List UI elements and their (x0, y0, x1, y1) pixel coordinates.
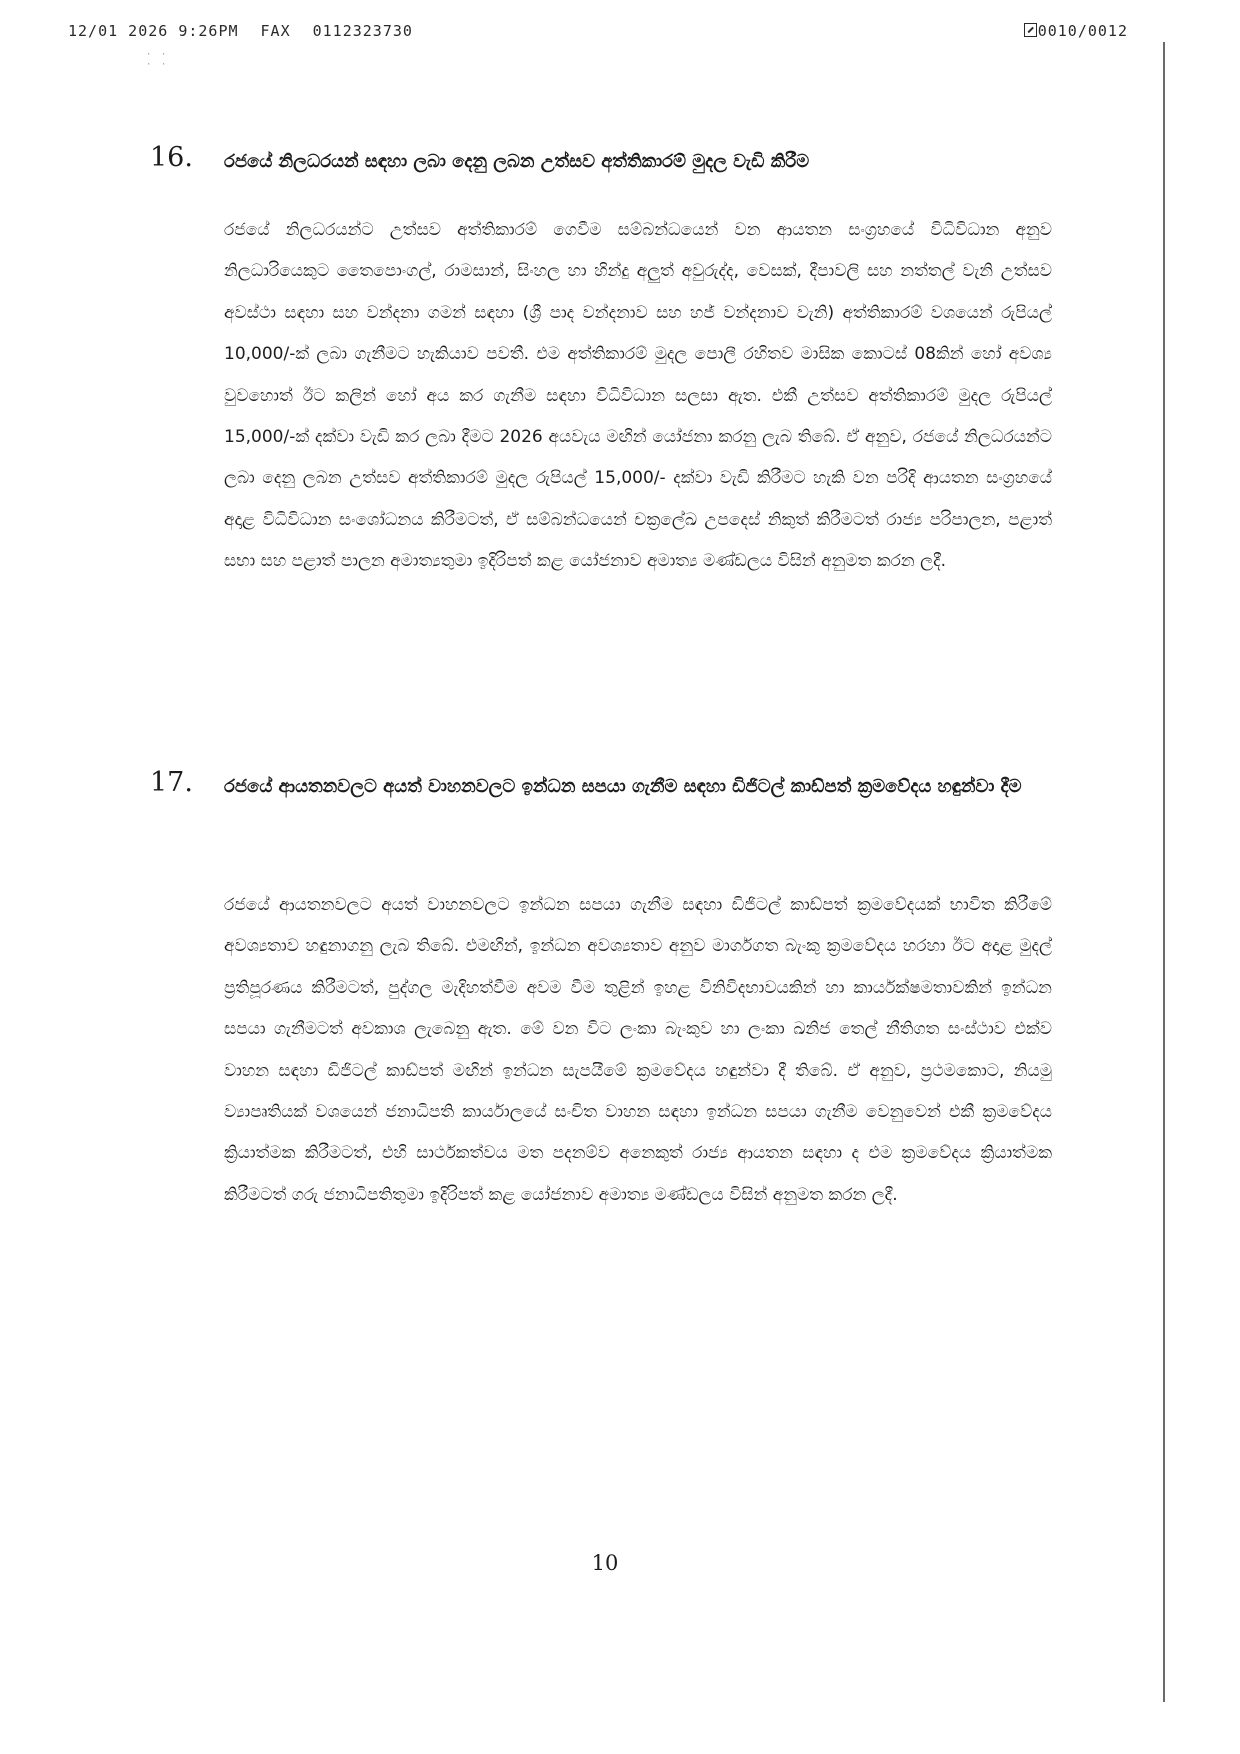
scan-edge-line (1163, 42, 1165, 1702)
item-title: රජයේ ආයතනවලට අයත් වාහනවලට ඉන්ධන සපයා ගැනීම සඳහා ඩිජිටල් කාඩ්පත් ක්‍රමවේදය හඳුන්වා දීම (224, 776, 1022, 797)
fax-page-counter (1024, 22, 1128, 40)
fax-datetime: 12/01 2026 9:26PM (68, 22, 239, 40)
item-number: 17. (150, 767, 193, 798)
fax-number: 0112323730 (312, 22, 413, 40)
item-title: රජයේ නිලධරයන් සඳහා ලබා දෙනු ලබන උත්සව අත්තිකාරම් මුදල වැඩි කිරීම (224, 151, 810, 172)
fax-label: FAX (260, 22, 291, 40)
page-number: 10 (591, 1551, 619, 1575)
item-body: රජයේ නිලධරයන්ට උත්සව අත්තිකාරම් ගෙවීම සම්බන්ධයෙන් වන ආයතන සංග්‍රහයේ විධිවිධාන අනුව නිලධාරියෙකුට තෛපොංගල්, රාමසාන්, සිංහල හා හින්දු අලුත් අවුරුද්ද, වෙසක්, දීපාවලි සහ නත්තල් වැනි උත්සව අවස්ථා සඳහා සහ වන්දනා ගමන් සඳහා (ශ්‍රී පාද වන්දනාව සහ හජ් වන්දනාව වැනි) අත්තිකාරම් වශයෙන් රුපියල් 10,000/-ක් ලබා ගැනීමට හැකියාව පවතී. එම අත්තිකාරම් මුදල පොලී රහිතව මාසික කොටස් 08කින් හෝ අවශ්‍ය වුවහොත් ඊට කලින් හෝ අය කර ගැනීම සඳහා විධිවිධාන සලසා ඇත. එකී උත්සව අත්තිකාරම් මුදල රුපියල් 15,000/-ක් දක්වා වැඩි කර ලබා දීමට 2026 අයවැය මඟින් යෝජනා කරනු ලැබ තිබේ. ඒ අනුව, රජයේ නිලධරයන්ට ලබා දෙනු ලබන උත්සව අත්තිකාරම් මුදල රුපියල් 15,000/- දක්වා වැඩි කිරීමට හැකි වන පරිදි ආයතන සංග්‍රහයේ අදාළ විධිවිධාන සංශෝධනය කිරීමටත්, ඒ සම්බන්ධයෙන් චක්‍රලේඛ උපදෙස් නිකුත් කිරීමටත් රාජ්‍ය පරිපාලන, පළාත් සභා සහ පළාත් පාලන අමාත්‍යතුමා ඉදිරිපත් කළ යෝජනාව අමාත්‍ය මණ්ඩලය විසින් අනුමත කරන ලදී. (224, 220, 1052, 572)
item-body: රජයේ ආයතනවලට අයත් වාහනවලට ඉන්ධන සපයා ගැනීම සඳහා ඩිජිටල් කාඩ්පත් ක්‍රමවේදයක් භාවිත කිරීමේ අවශ්‍යතාව හඳුනාගනු ලැබ තිබේ. එමඟින්, ඉන්ධන අවශ්‍යතාව අනුව මාර්ගගත බැංකු ක්‍රමවේදය හරහා ඊට අදාළ මුදල් ප්‍රතිපූරණය කිරීමටත්, පුද්ගල මැදිහත්වීම අවම වීම තුළින් ඉහළ විනිවිදභාවයකින් හා කාර්යක්ෂමතාවකින් ඉන්ධන සපයා ගැනීමටත් අවකාශ ලැබෙනු ඇත. මේ වන විට ලංකා බැංකුව හා ලංකා ඛනිජ තෙල් නීතිගත සංස්ථාව එක්ව වාහන සඳහා ඩිජිටල් කාඩ්පත් මඟින් ඉන්ධන සැපයීමේ ක්‍රමවේදය හඳුන්වා දී තිබේ. ඒ අනුව, ප්‍රථමකොට, නියමු ව්‍යාපෘතියක් වශයෙන් ජනාධිපති කාර්යාලයේ සංචිත වාහන සඳහා ඉන්ධන සපයා ගැනීම වෙනුවෙන් එකී ක්‍රමවේදය ක්‍රියාත්මක කිරීමටත්, එහි සාර්ථකත්වය මත පදනම්ව අනෙකුත් රාජ්‍ය ආයතන සඳහා ද එම ක්‍රමවේදය ක්‍රියාත්මක කිරීමටත් ගරු ජනාධිපතිතුමා ඉදිරිපත් කළ යෝජනාව අමාත්‍ය මණ්ඩලය විසින් අනුමත කරන ලදී. (224, 895, 1052, 1205)
fax-header (68, 22, 435, 40)
scan-artifact: · · · · (146, 50, 169, 70)
fax-page-counter-text: 0010/0012 (1037, 22, 1128, 40)
fax-icon (1024, 23, 1037, 37)
item-number: 16. (150, 142, 193, 173)
